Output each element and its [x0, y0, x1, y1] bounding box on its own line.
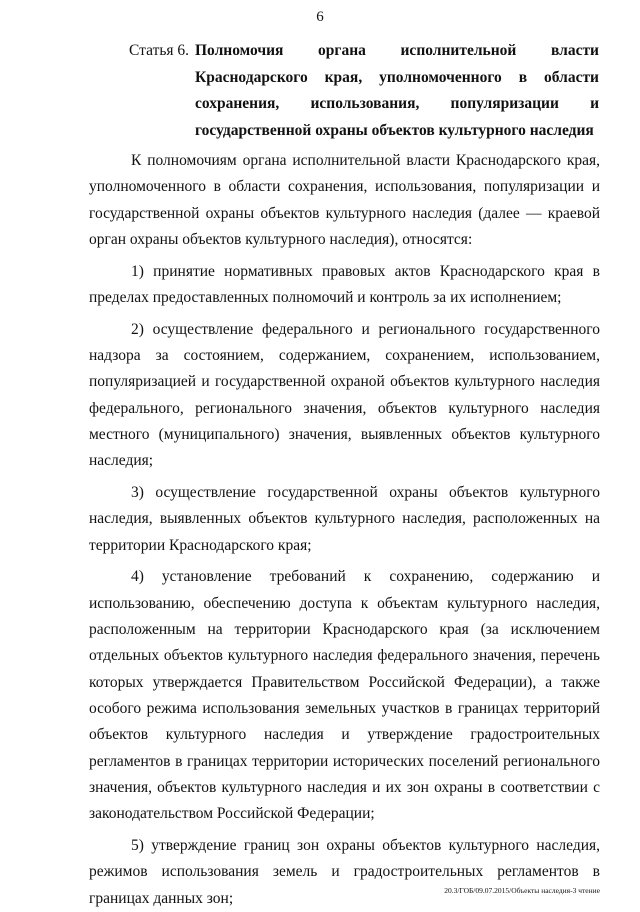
article-title: Полномочия органа исполнительной власти Краснодарского края, уполномоченного в области сохранения, использования, популяризации и государственной охраны объектов культурного наследия — [195, 42, 599, 139]
intro-paragraph: К полномочиям органа исполнительной власти Краснодарского края, уполномоченного в области сохранения, использования, популяризации и государственной охраны объектов культурного наследия (далее — краевой орган охраны объектов культурного наследия), относятся: — [89, 152, 600, 248]
list-item-1: 1) принятие нормативных правовых актов Краснодарского края в пределах предоставленных полномочий и контроль за их исполнением; — [89, 262, 600, 306]
article-body — [89, 148, 600, 912]
list-item-2: 2) осуществление федерального и регионального государственного надзора за состоянием, содержанием, сохранением, использованием, популяризацией и государственной охраной объектов культурного наследия федерального, регионального значения, объектов культурного наследия местного (муниципального) значения, выявленных объектов культурного наследия; — [89, 320, 600, 470]
article-label: Статья 6. — [129, 42, 190, 59]
document-footer: 20.3/ГОБ/09.07.2015/Объекты наследия-3 чтение — [444, 886, 600, 895]
list-item-4: 4) установление требований к сохранению, содержанию и использованию, обеспечению доступа к объектам культурного наследия, расположенным на территории Краснодарского края (за исключением отдельных объектов культурного наследия федерального значения, перечень которых утверждается Правительством Российской Федерации), а также особого режима использования земельных участков в границах территорий объектов культурного наследия и утверждение градостроительных регламентов в границах территории исторических поселений регионального значения, объектов культурного наследия и их зон охраны в соответствии с законодательством Российской Федерации; — [89, 568, 600, 823]
list-item-3: 3) осуществление государственной охраны объектов культурного наследия, выявленных объектов культурного наследия, расположенных на территории Краснодарского края; — [89, 484, 600, 554]
list-item-5: 5) утверждение границ зон охраны объектов культурного наследия, режимов использования земель и градостроительных регламентов в границах данных зон; — [89, 836, 600, 907]
article-heading — [129, 38, 599, 144]
page-number: 6 — [316, 9, 324, 25]
